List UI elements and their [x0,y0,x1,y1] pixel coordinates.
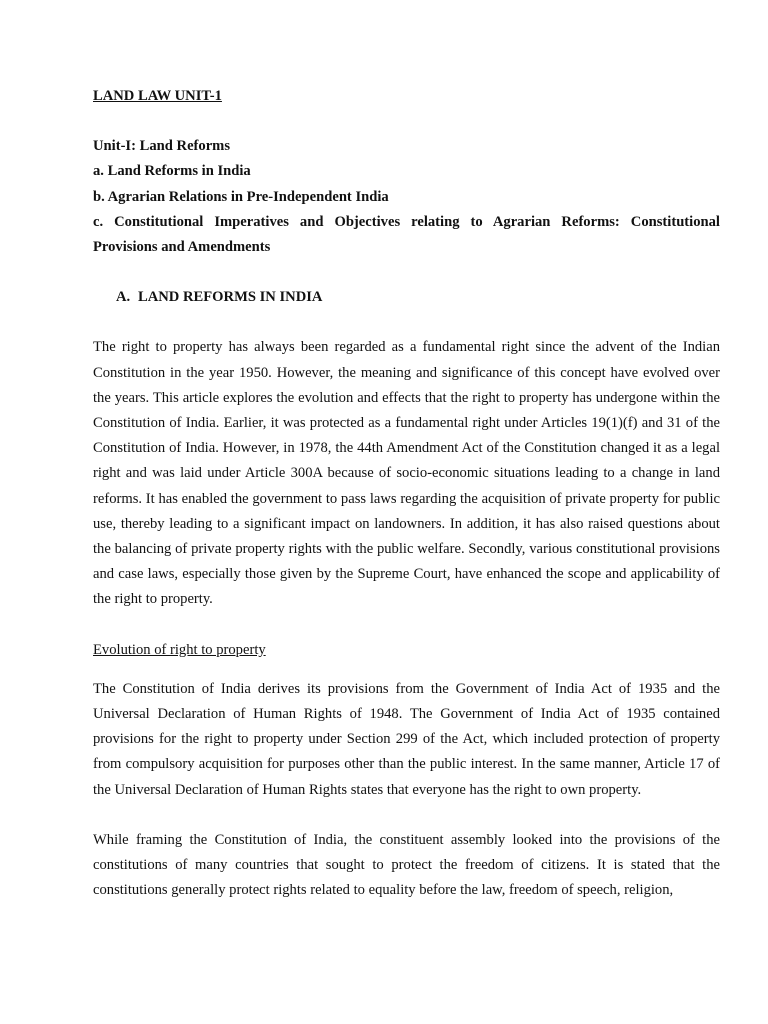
section-a-marker: A. [116,289,131,306]
paragraph-right-to-property: The right to property has always been regarded as a fundamental right since the advent of the Indian Constitution in the year 1950. However, the meaning and significance of this concept have evolved over the years. This article explores the evolution and effects that the right to property has undergone within the Constitution of India. Earlier, it was protected as a fundamental right under Articles 19(1)(f) and 31 of the Constitution of India. However, in 1978, the 44th Amendment Act of the Constitution changed it as a legal right and was laid under Article 300A because of socio-economic situations leading to a change in land reforms. It has enabled the government to pass laws regarding the acquisition of private property for public use, thereby leading to a significant impact on landowners. In addition, it has also raised questions about the balancing of private property rights with the public welfare. Secondly, various constitutional provisions and case laws, especially those given by the Supreme Court, have enhanced the scope and applicability of the right to property. [93,339,720,608]
paragraph-constitution-derives: The Constitution of India derives its provisions from the Government of India Act of 1935 and the Universal Declaration of Human Rights of 1948. The Government of India Act of 1935 contained provisions for the right to property under Section 299 of the Act, which included protection of property from compulsory acquisition for purposes other than the public interest. In the same manner, Article 17 of the Universal Declaration of Human Rights states that everyone has the right to own property. [93,680,720,798]
unit-item-b: b. Agrarian Relations in Pre-Independent India [93,188,389,205]
unit-item-c: c. Constitutional Imperatives and Objectives relating to Agrarian Reforms: Constitutional Provisions and Amendments [93,213,720,256]
section-a-title: LAND REFORMS IN INDIA [138,289,323,306]
section-a-heading [93,285,720,310]
unit-item-a: a. Land Reforms in India [93,163,251,180]
document-page [93,84,720,928]
subheading-evolution: Evolution of right to property [93,641,266,658]
document-title: LAND LAW UNIT-1 [93,88,222,104]
paragraph-framing-constitution: While framing the Constitution of India, the constituent assembly looked into the provisions of the constitutions of many countries that sought to protect the freedom of citizens. It is stated that the constitutions generally protect rights related to equality before the law, freedom of speech, religion, [93,831,720,899]
unit-heading: Unit-I: Land Reforms [93,138,231,155]
